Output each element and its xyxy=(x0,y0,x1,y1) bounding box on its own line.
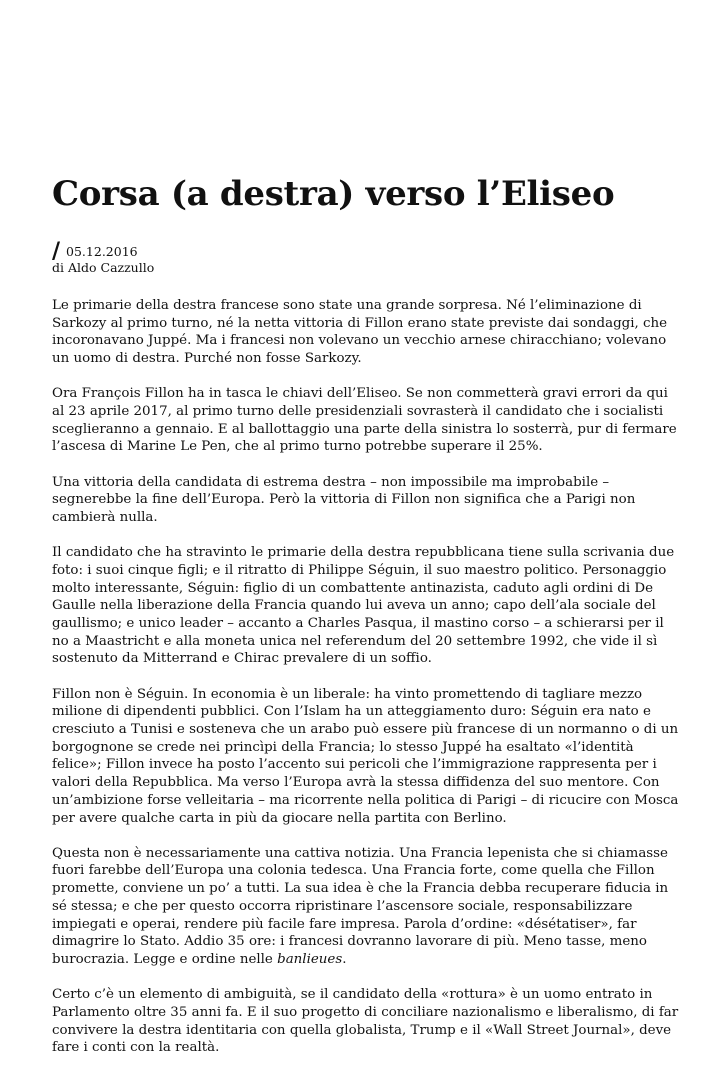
paragraph-7: Certo c’è un elemento di ambiguità, se il candidato della «rottura» è un uomo entrato in Parlamento oltre 35 anni fa. E il suo progetto di conciliare nazionalismo e liberalismo, di far convivere la destra identitaria con quella globalista, Trump e il «Wall Street Journal», deve fare i conti con la realtà. xyxy=(52,987,679,1056)
article-meta xyxy=(52,238,680,275)
paragraph-6-text: Questa non è necessariamente una cattiva notizia. Una Francia lepenista che si chiamasse fuori farebbe dell’Europa una colonia tedesca. Una Francia forte, come quella che Fillon promette, conviene un po’ a tutti. La sua idea è che la Francia debba recuperare fiducia in sé stessa; e che per questo occorra ripristinare l’ascensore sociale, responsabilizzare impiegati e operai, rendere più facile fare impresa. Parola d’ordine: «désétatiser», far dimagrire lo Stato. Addio 35 ore: i francesi dovranno lavorare di più. Meno tasse, meno burocrazia. Legge e ordine nelle xyxy=(52,845,669,967)
date-line xyxy=(52,238,680,264)
paragraph-5: Fillon non è Séguin. In economia è un liberale: ha vinto promettendo di tagliare mezzo milione di dipendenti pubblici. Con l’Islam ha un atteggiamento duro: Séguin era nato e cresciuto a Tunisi e sosteneva che un arabo può essere più francese di un normanno o di un borgognone se crede nei princìpi della Francia; lo stesso Juppé ha esaltato «l’identità felice»; Fillon invece ha posto l’accento sui pericoli che l’immigrazione rappresenta per i valori della Repubblica. Ma verso l’Europa avrà la stessa diffidenza del suo mentore. Con un’ambizione forse velleitaria – ma ricorrente nella politica di Parigi – di ricucire con Mosca per avere qualche carta in più da giocare nella partita con Berlino. xyxy=(52,686,679,826)
paragraph-6-period: . xyxy=(342,952,347,967)
article-byline: di Aldo Cazzullo xyxy=(52,260,155,275)
paragraph-4: Il candidato che ha stravinto le primarie della destra repubblicana tiene sulla scrivania due foto: i suoi cinque figli; e il ritratto di Philippe Séguin, il suo maestro politico. Personaggio molto interessante, Séguin: figlio di un combattente antinazista, caduto agli ordini di De Gaulle nella liberazione della Francia quando lui aveva un anno; capo dell’ala sociale del gaullismo; e unico leader – accanto a Charles Pasqua, il mastino corso – a schierarsi per il no a Maastricht e alla moneta unica nel referendum del 20 settembre 1992, che vide il sì sostenuto da Mitterrand e Chirac prevalere di un soffio. xyxy=(52,545,675,667)
slash-mark: / xyxy=(52,238,61,264)
article-page xyxy=(52,172,680,1075)
paragraph-2: Ora François Fillon ha in tasca le chiavi dell’Eliseo. Se non commetterà gravi errori da qui al 23 aprile 2017, al primo turno delle presidenziali sovrasterà il candidato che i socialisti sceglieranno a gennaio. E al ballottaggio una parte della sinistra lo sosterrà, pur di fermare l’ascesa di Marine Le Pen, che al primo turno potrebbe superare il 25%. xyxy=(52,386,677,455)
article-body xyxy=(52,297,680,1057)
paragraph-6-italic-word: banlieues xyxy=(277,952,343,967)
paragraph-6 xyxy=(52,845,680,969)
paragraph-1: Le primarie della destra francese sono state una grande sorpresa. Né l’eliminazione di Sarkozy al primo turno, né la netta vittoria di Fillon erano state previste dai sondaggi, che incoronavano Juppé. Ma i francesi non volevano un vecchio arnese chiracchiano; volevano un uomo di destra. Purché non fosse Sarkozy. xyxy=(52,298,668,367)
article-title: Corsa (a destra) verso l’Eliseo xyxy=(52,174,615,214)
article-date: 05.12.2016 xyxy=(66,244,138,259)
paragraph-3: Una vittoria della candidata di estrema destra – non impossibile ma improbabile – segnerebbe la fine dell’Europa. Però la vittoria di Fillon non significa che a Parigi non cambierà nulla. xyxy=(52,474,636,526)
